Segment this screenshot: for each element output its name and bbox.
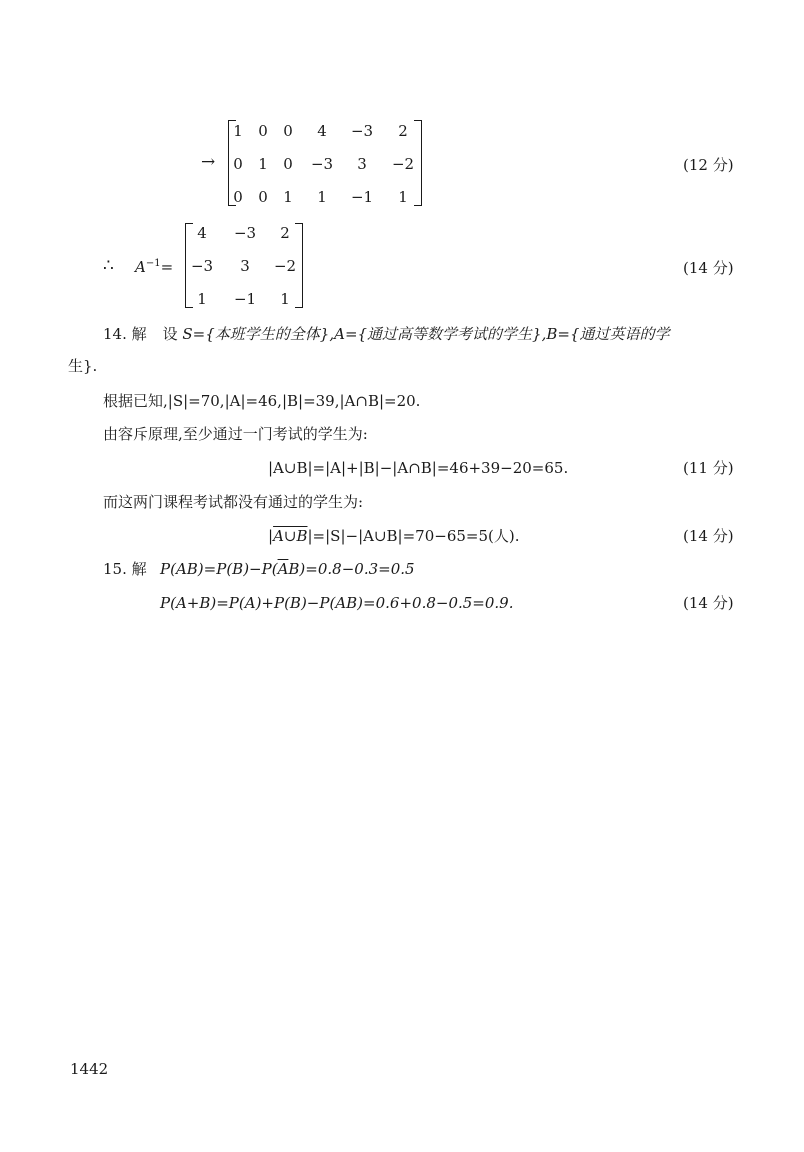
matrix-cell: 3: [240, 257, 250, 275]
inverse-lhs: [135, 259, 173, 275]
matrix-cell: −1: [233, 290, 257, 308]
therefore-symbol: ∴: [103, 256, 114, 276]
q14-line-1: [103, 327, 670, 342]
q14-neither: 而这两门课程考试都没有通过的学生为:: [103, 493, 364, 511]
q14-set-intro: 设: [162, 325, 183, 343]
matrix-cell: 3: [357, 155, 367, 173]
matrix-cell: 0: [258, 122, 268, 140]
matrix-cell: 1: [317, 188, 327, 206]
matrix-cell: 2: [280, 224, 290, 242]
q15-line1-post: B)=0.8−0.3=0.5: [288, 560, 415, 578]
q15-line-1: [160, 562, 415, 577]
matrix-cell: 0: [283, 155, 293, 173]
matrix-cell: 0: [233, 155, 243, 173]
page-number: 1442: [70, 1060, 109, 1078]
matrix-cell: 4: [317, 122, 327, 140]
q14-line-2: 生}.: [68, 357, 98, 375]
matrix-cell: 0: [283, 122, 293, 140]
matrix-cell: 2: [398, 122, 408, 140]
q14-complement: [268, 529, 520, 544]
score-11: (11 分): [683, 459, 734, 477]
q15-number: 15. 解: [103, 560, 147, 578]
matrix-cell: −2: [391, 155, 415, 173]
q14-A-def: A={通过高等数学考试的学生},: [334, 325, 547, 343]
q15-line1-pre: P(AB)=P(B)−P(: [160, 560, 278, 578]
q15-overline-A: $\overline{A}$: [277, 560, 289, 578]
matrix-cell: 1: [258, 155, 268, 173]
score-12: (12 分): [683, 156, 734, 174]
complement-bar-start: |: [268, 527, 274, 545]
matrix-cell: 1: [398, 188, 408, 206]
matrix-cell: −1: [350, 188, 374, 206]
score-14-inverse: (14 分): [683, 259, 734, 277]
matrix-cell: 1: [233, 122, 243, 140]
q14-number: 14. 解: [103, 325, 147, 343]
inverse-lhs-letter: A: [135, 258, 146, 276]
q14-known: 根据已知,|S|=70,|A|=46,|B|=39,|A∩B|=20.: [103, 392, 421, 410]
complement-rest: |=|S|−|A∪B|=70−65=5(人).: [307, 527, 520, 545]
matrix-cell: −2: [273, 257, 297, 275]
matrix-cell: −3: [350, 122, 374, 140]
complement-overline: A∪B: [273, 527, 308, 545]
arrow-icon: →: [201, 152, 216, 172]
score-14-q15: (14 分): [683, 594, 734, 612]
score-14-q14: (14 分): [683, 527, 734, 545]
q14-B-def: B={通过英语的学: [546, 325, 670, 343]
q15-line-2: P(A+B)=P(A)+P(B)−P(AB)=0.6+0.8−0.5=0.9.: [160, 594, 514, 612]
matrix-cell: 4: [197, 224, 207, 242]
matrix-cell: 1: [283, 188, 293, 206]
q14-S-def: S={本班学生的全体},: [182, 325, 335, 343]
matrix-cell: 0: [258, 188, 268, 206]
matrix-cell: 1: [197, 290, 207, 308]
inverse-exponent: −1: [145, 258, 161, 269]
matrix-cell: −3: [190, 257, 214, 275]
matrix-cell: 0: [233, 188, 243, 206]
matrix-cell: 1: [280, 290, 290, 308]
matrix-cell: −3: [233, 224, 257, 242]
matrix-cell: −3: [310, 155, 334, 173]
q14-principle: 由容斥原理,至少通过一门考试的学生为:: [103, 425, 368, 443]
q14-union-formula: |A∪B|=|A|+|B|−|A∩B|=46+39−20=65.: [268, 459, 569, 477]
inverse-equals: =: [160, 258, 174, 276]
